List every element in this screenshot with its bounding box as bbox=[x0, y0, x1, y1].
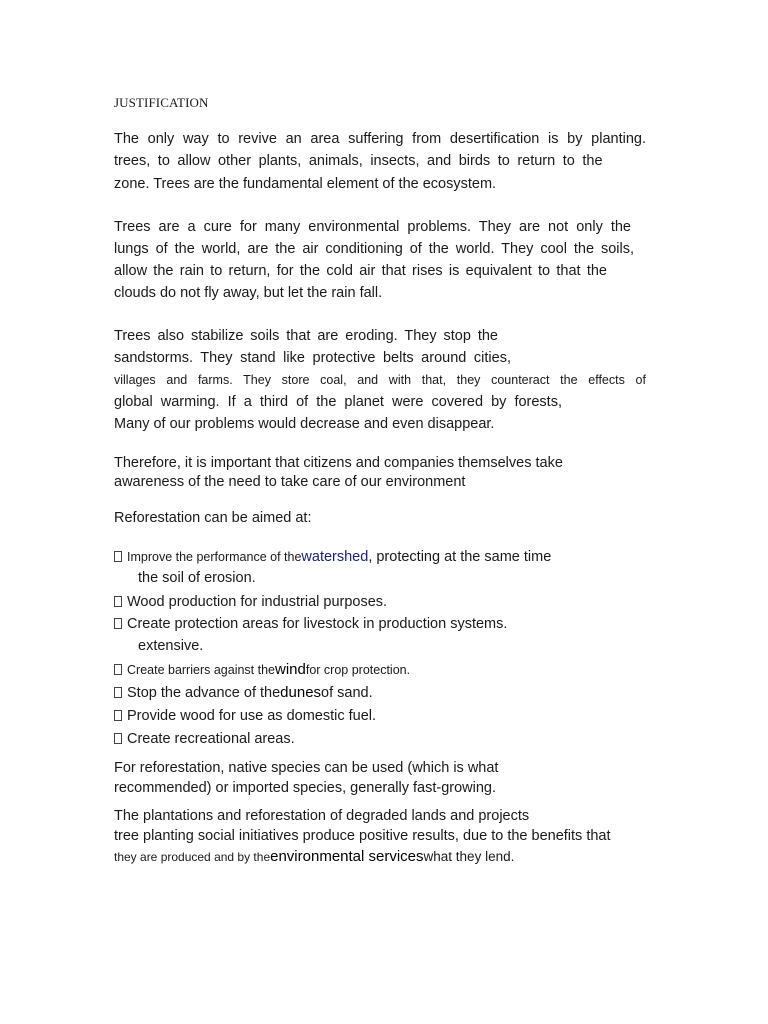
checkbox-glyph-icon bbox=[114, 733, 122, 744]
paragraph-3-line: sandstorms. They stand like protective belts around cities, bbox=[114, 350, 511, 366]
checkbox-glyph-icon bbox=[114, 596, 122, 607]
watershed-link[interactable]: watershed bbox=[301, 549, 369, 565]
paragraph-1-line: trees, to allow other plants, animals, insects, and birds to return to the bbox=[114, 153, 603, 169]
paragraph-7-line: tree planting social initiatives produce positive results, due to the benefits that bbox=[114, 828, 611, 844]
bullet-item: Provide wood for use as domestic fuel. bbox=[114, 707, 376, 725]
paragraph-4-line: awareness of the need to take care of our environment bbox=[114, 474, 466, 490]
paragraph-5-line: Reforestation can be aimed at: bbox=[114, 510, 312, 526]
bullet-item: Create barriers against thewindfor crop protection. bbox=[114, 661, 410, 679]
wind-link[interactable]: wind bbox=[275, 661, 306, 678]
paragraph-3-line: villages and farms. They store coal, and with that, they counteract the effects of bbox=[114, 373, 646, 387]
document-heading: JUSTIFICATION bbox=[114, 95, 209, 110]
bullet-item: Wood production for industrial purposes. bbox=[114, 593, 387, 611]
paragraph-7-line: they are produced and by theenvironmental serviceswhat they lend. bbox=[114, 848, 515, 865]
checkbox-glyph-icon bbox=[114, 687, 122, 698]
paragraph-2-line: Trees are a cure for many environmental problems. They are not only the bbox=[114, 219, 631, 235]
paragraph-2-line: allow the rain to return, for the cold air that rises is equivalent to that the bbox=[114, 263, 607, 279]
paragraph-3-line: Many of our problems would decrease and even disappear. bbox=[114, 416, 495, 432]
paragraph-3-line: global warming. If a third of the planet were covered by forests, bbox=[114, 394, 562, 410]
paragraph-7-line: The plantations and reforestation of degraded lands and projects bbox=[114, 808, 530, 824]
bullet-continuation: extensive. bbox=[138, 638, 204, 654]
paragraph-4-line: Therefore, it is important that citizens and companies themselves take bbox=[114, 455, 563, 471]
paragraph-2-line: lungs of the world, are the air conditioning of the world. They cool the soils, bbox=[114, 241, 634, 257]
paragraph-1-line: zone. Trees are the fundamental element of the ecosystem. bbox=[114, 176, 497, 192]
environmental-services-link[interactable]: environmental services bbox=[270, 848, 424, 865]
bullet-item: Create protection areas for livestock in production systems. bbox=[114, 615, 507, 633]
bullet-continuation: the soil of erosion. bbox=[138, 570, 256, 586]
checkbox-glyph-icon bbox=[114, 551, 122, 562]
checkbox-glyph-icon bbox=[114, 710, 122, 721]
paragraph-3-line: Trees also stabilize soils that are eroding. They stop the bbox=[114, 328, 498, 344]
paragraph-6-line: For reforestation, native species can be used (which is what bbox=[114, 760, 499, 776]
checkbox-glyph-icon bbox=[114, 664, 122, 675]
dunes-link[interactable]: dunes bbox=[280, 684, 322, 701]
checkbox-glyph-icon bbox=[114, 618, 122, 629]
paragraph-1-line: The only way to revive an area suffering from desertification is by planting. bbox=[114, 131, 646, 147]
bullet-item: Create recreational areas. bbox=[114, 730, 295, 748]
paragraph-2-line: clouds do not fly away, but let the rain fall. bbox=[114, 285, 383, 301]
bullet-item: Improve the performance of thewatershed, protecting at the same time bbox=[114, 548, 551, 566]
bullet-item: Stop the advance of thedunesof sand. bbox=[114, 684, 373, 702]
paragraph-6-line: recommended) or imported species, generally fast-growing. bbox=[114, 780, 497, 796]
